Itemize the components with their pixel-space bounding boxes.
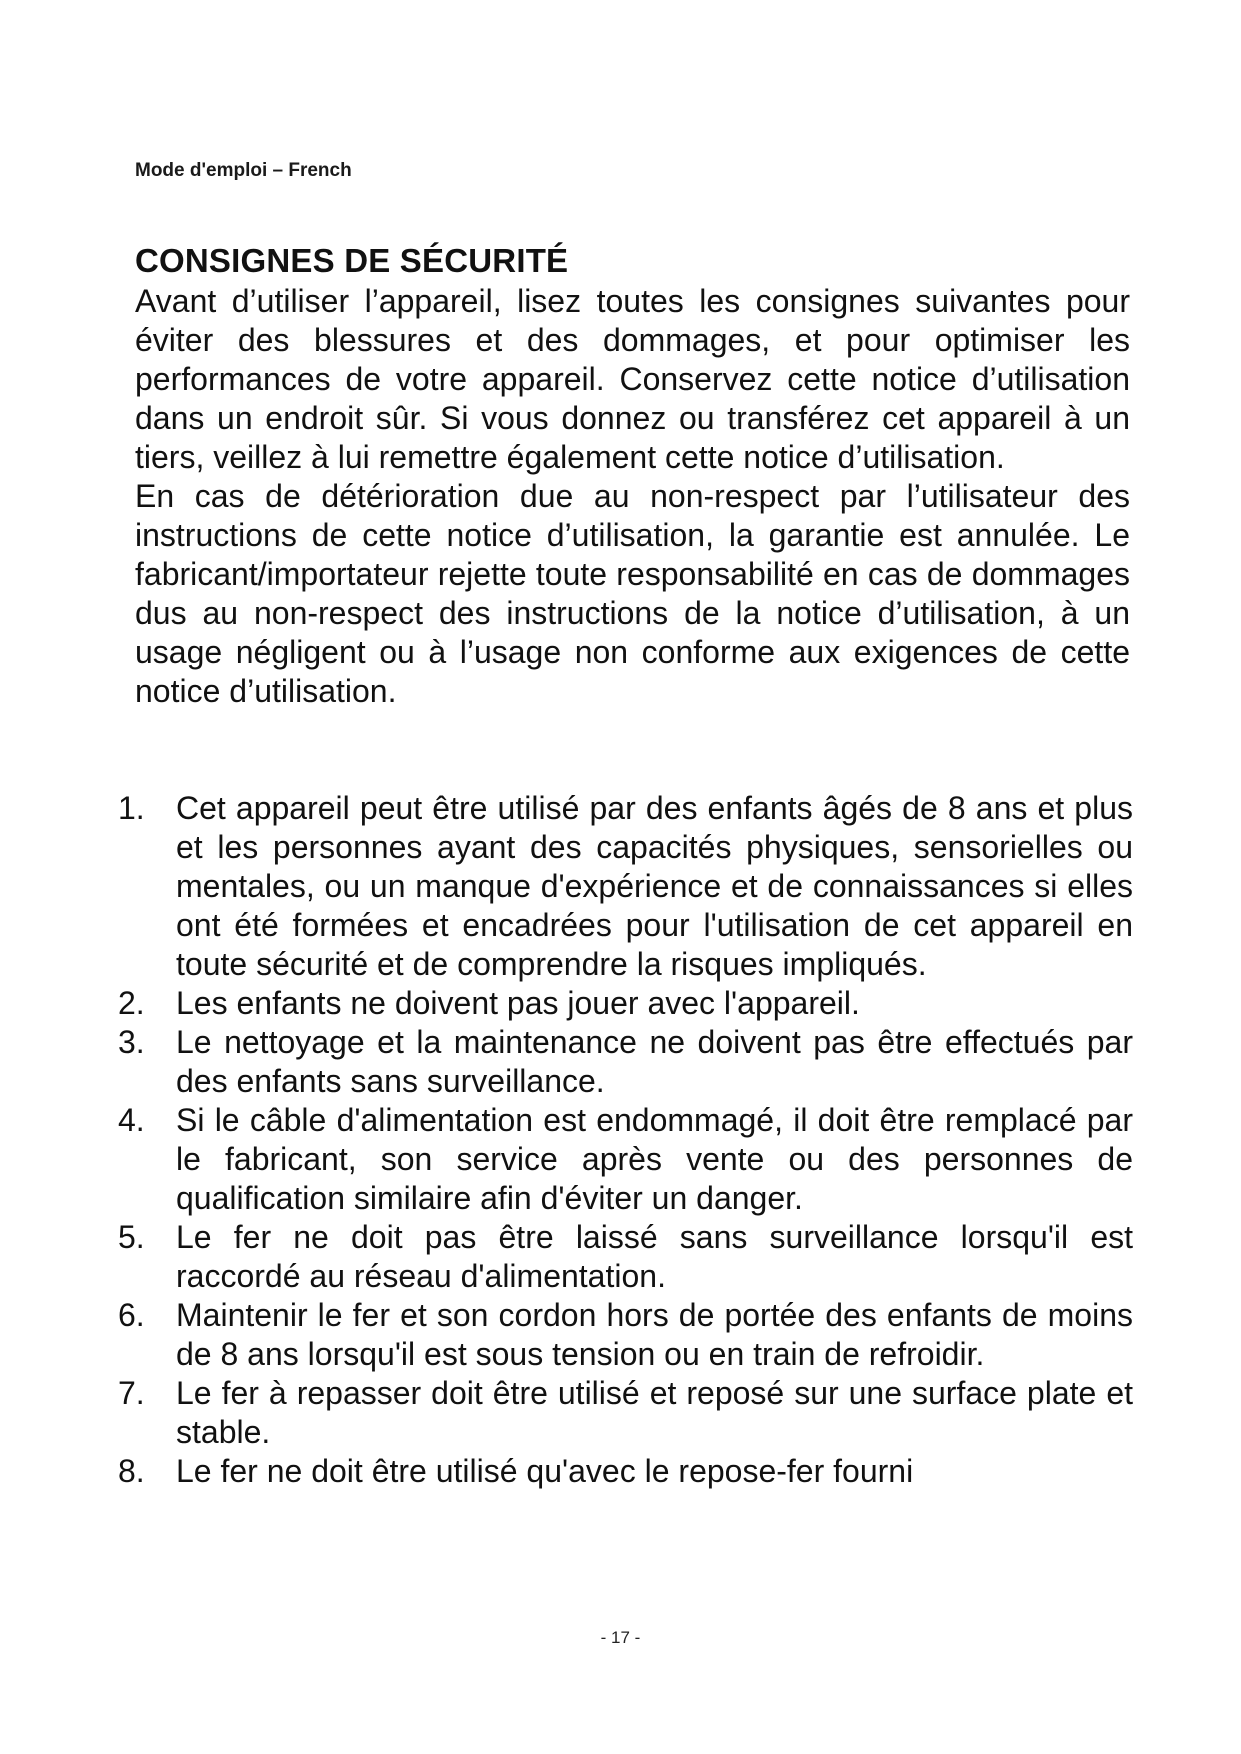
list-item-text: Cet appareil peut être utilisé par des enfants âgés de 8 ans et plus et les personnes ayant des capacités physiques, sensorielles ou mentales, ou un manque d'expérience et de connaissances si elles ont été formées et encadrées pour l'utilisation de cet appareil en toute sécurité et de comprendre la risques impliqués. bbox=[176, 790, 1133, 982]
intro-paragraph: En cas de détérioration due au non-respect par l’utilisateur des instructions de cette notice d’utilisation, la garantie est annulée. Le fabricant/importateur rejette toute responsabilité en cas de dommages dus au non-respect des instructions de la notice d’utilisation, à un usage négligent ou à l’usage non conforme aux exigences de cette notice d’utilisation. bbox=[135, 478, 1130, 709]
list-item-text: Le nettoyage et la maintenance ne doivent pas être effectués par des enfants sans surveillance. bbox=[176, 1024, 1133, 1099]
list-item-text: Si le câble d'alimentation est endommagé, il doit être remplacé par le fabricant, son service après vente ou des personnes de qualification similaire afin d'éviter un danger. bbox=[176, 1102, 1133, 1216]
section-title: CONSIGNES DE SÉCURITÉ bbox=[135, 242, 569, 279]
list-item-number: 7. bbox=[118, 1375, 145, 1411]
list-item-number: 1. bbox=[118, 790, 145, 826]
list-item-number: 4. bbox=[118, 1102, 145, 1138]
list-item-number: 3. bbox=[118, 1024, 145, 1060]
document-header-label: Mode d'emploi – French bbox=[135, 160, 352, 181]
list-item-text: Le fer ne doit être utilisé qu'avec le repose-fer fourni bbox=[176, 1453, 914, 1489]
list-item-number: 8. bbox=[118, 1453, 145, 1489]
safety-rules-list bbox=[118, 789, 1133, 1491]
page-number: - 17 - bbox=[600, 1628, 641, 1647]
list-item bbox=[118, 1296, 1133, 1374]
list-item-number: 6. bbox=[118, 1297, 145, 1333]
list-item-number: 5. bbox=[118, 1219, 145, 1255]
list-item-number: 2. bbox=[118, 985, 145, 1021]
list-item bbox=[118, 1023, 1133, 1101]
list-item bbox=[118, 1218, 1133, 1296]
list-item bbox=[118, 1101, 1133, 1218]
list-item-text: Maintenir le fer et son cordon hors de portée des enfants de moins de 8 ans lorsqu'il est sous tension ou en train de refroidir. bbox=[176, 1297, 1133, 1372]
list-item-text: Le fer à repasser doit être utilisé et reposé sur une surface plate et stable. bbox=[176, 1375, 1133, 1450]
list-item-text: Le fer ne doit pas être laissé sans surveillance lorsqu'il est raccordé au réseau d'alimentation. bbox=[176, 1219, 1133, 1294]
list-item bbox=[118, 1452, 1133, 1491]
intro-text bbox=[135, 282, 1130, 711]
list-item bbox=[118, 1374, 1133, 1452]
list-item-text: Les enfants ne doivent pas jouer avec l'appareil. bbox=[176, 985, 860, 1021]
list-item bbox=[118, 984, 1133, 1023]
list-item bbox=[118, 789, 1133, 984]
intro-paragraph: Avant d’utiliser l’appareil, lisez toutes les consignes suivantes pour éviter des blessures et des dommages, et pour optimiser les performances de votre appareil. Conservez cette notice d’utilisation dans un endroit sûr. Si vous donnez ou transférez cet appareil à un tiers, veillez à lui remettre également cette notice d’utilisation. bbox=[135, 283, 1130, 475]
